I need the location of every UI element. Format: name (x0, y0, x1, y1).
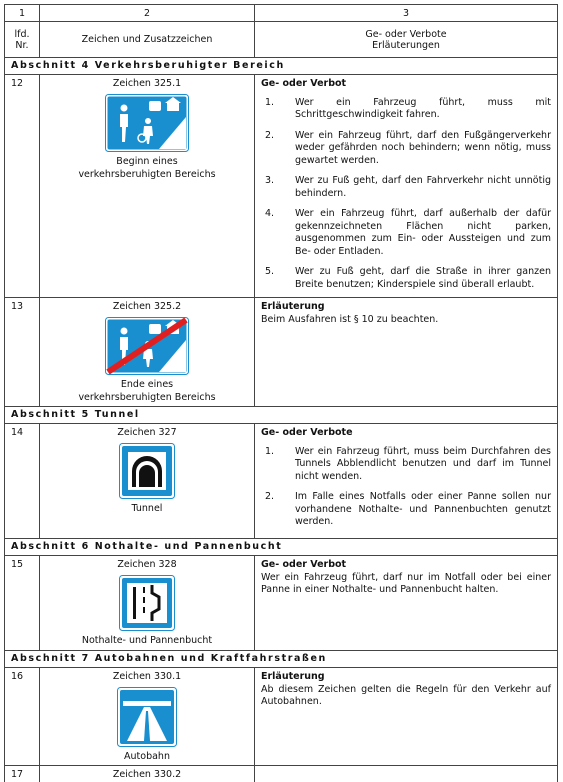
section-4-heading: Abschnitt 4 Verkehrsberuhigter Bereich (5, 58, 558, 75)
item-text: Wer ein Fahrzeug führt, darf den Fußgängerverkehr weder gefährden noch behindern; wenn nötig, muss gewartet werden. (295, 129, 551, 166)
row-16-text-cell (255, 668, 558, 766)
row-16-text: Ab diesem Zeichen gelten die Regeln für den Verkehr auf Autobahnen. (261, 683, 551, 707)
list-item (261, 175, 551, 200)
row-12-list (261, 97, 551, 292)
item-number: 3. (265, 175, 275, 186)
row-17-text-cell (255, 766, 558, 782)
item-number: 1. (265, 445, 275, 457)
sign-number: Zeichen 330.1 (112, 671, 182, 682)
col2-number: 2 (40, 5, 255, 22)
regulation-table (4, 4, 558, 782)
sign-number: Zeichen 327 (117, 427, 177, 438)
sign-number: Zeichen 328 (117, 559, 177, 570)
col2-label: Zeichen und Zusatzzeichen (40, 22, 255, 58)
row-15 (5, 556, 558, 651)
row-13-text-cell (255, 298, 558, 407)
row-14-number: 14 (5, 424, 40, 539)
list-item (261, 266, 551, 291)
col3-number: 3 (255, 5, 558, 22)
emergency-bay-sign-icon (119, 575, 175, 631)
section-7-heading: Abschnitt 7 Autobahnen und Kraftfahrstraßen (5, 651, 558, 668)
list-item (261, 208, 551, 258)
section-4-row (5, 58, 558, 75)
row-15-text-cell (255, 556, 558, 651)
row-14 (5, 424, 558, 539)
item-text: Wer zu Fuß geht, darf den Fahrverkehr nicht unnötig behindern. (295, 175, 551, 199)
col1-label (5, 22, 40, 58)
caption-line1: Ende eines (120, 379, 174, 390)
item-number: 5. (265, 266, 275, 277)
header-label-row (5, 22, 558, 58)
header-number-row (5, 5, 558, 22)
section-5-heading: Abschnitt 5 Tunnel (5, 407, 558, 424)
row-13-sign-cell (40, 298, 255, 407)
row-12 (5, 75, 558, 298)
row-14-heading: Ge- oder Verbote (261, 427, 353, 438)
row-17 (5, 766, 558, 782)
section-5-row (5, 407, 558, 424)
section-7-row (5, 651, 558, 668)
section-6-row (5, 539, 558, 556)
row-13 (5, 298, 558, 407)
item-text: Wer ein Fahrzeug führt, darf außerhalb der dafür gekennzeichneten Flächen nicht parken, ausgenommen zum Ein- oder Aussteigen und zum Be- oder Entladen. (295, 208, 551, 257)
item-text: Wer ein Fahrzeug führt, muss beim Durchfahren des Tunnels Abblendlicht benutzen und darf im Tunnel nicht wenden. (295, 445, 551, 482)
play-street-begin-sign-icon (105, 94, 189, 152)
item-text: Wer ein Fahrzeug führt, muss mit Schrittgeschwindigkeit fahren. (295, 96, 551, 120)
list-item (261, 446, 551, 484)
row-13-text: Beim Ausfahren ist § 10 zu beachten. (261, 313, 439, 325)
col1-label-line1: lfd. (14, 28, 30, 40)
row-16-heading: Erläuterung (261, 671, 325, 682)
row-15-sign-cell (40, 556, 255, 651)
row-13-number: 13 (5, 298, 40, 407)
list-item (261, 130, 551, 168)
item-number: 2. (265, 491, 275, 502)
motorway-sign-icon (117, 687, 177, 747)
sign-number: Zeichen 330.2 (112, 769, 182, 780)
sign-number: Zeichen 325.2 (112, 301, 182, 312)
item-text: Wer zu Fuß geht, darf die Straße in ihrer ganzen Breite benutzen; Kinderspiele sind überall erlaubt. (295, 266, 551, 290)
row-16-number: 16 (5, 668, 40, 766)
caption: Tunnel (131, 503, 163, 514)
row-17-sign-cell (40, 766, 255, 782)
row-15-number: 15 (5, 556, 40, 651)
play-street-end-sign-icon (105, 317, 189, 375)
row-12-text-cell (255, 75, 558, 298)
item-number: 1. (265, 96, 275, 108)
item-text: Im Falle eines Notfalls oder einer Panne sollen nur vorhandene Nothalte- und Pannenbuchten genutzt werden. (295, 491, 551, 527)
row-14-sign-cell (40, 424, 255, 539)
col3-label-line1: Ge- oder Verbote (365, 28, 447, 40)
col1-number: 1 (5, 5, 40, 22)
row-16-sign-cell (40, 668, 255, 766)
caption-line2: verkehrsberuhigten Bereichs (78, 169, 216, 180)
row-15-text: Wer ein Fahrzeug führt, darf nur im Notfall oder bei einer Panne in einer Nothalte- und Pannenbucht halten. (261, 571, 551, 595)
caption: Autobahn (124, 751, 170, 762)
caption-line2: verkehrsberuhigten Bereichs (78, 392, 216, 403)
row-16 (5, 668, 558, 766)
row-15-heading: Ge- oder Verbot (261, 559, 347, 570)
list-item (261, 491, 551, 529)
row-14-text-cell (255, 424, 558, 539)
caption-line1: Beginn eines (116, 156, 178, 167)
col1-label-line2: Nr. (15, 39, 29, 51)
caption: Nothalte- und Pannenbucht (81, 635, 213, 646)
row-14-list (261, 446, 551, 529)
row-13-heading: Erläuterung (261, 301, 325, 312)
item-number: 2. (265, 129, 275, 141)
col3-label-line2: Erläuterungen (372, 39, 440, 51)
row-12-number: 12 (5, 75, 40, 298)
item-number: 4. (265, 208, 275, 219)
list-item (261, 97, 551, 122)
section-6-heading: Abschnitt 6 Nothalte- und Pannenbucht (5, 539, 558, 556)
tunnel-sign-icon (119, 443, 175, 499)
row-12-sign-cell (40, 75, 255, 298)
col3-label (255, 22, 558, 58)
sign-number: Zeichen 325.1 (112, 78, 182, 89)
row-17-number: 17 (5, 766, 40, 782)
row-12-heading: Ge- oder Verbot (261, 78, 347, 89)
